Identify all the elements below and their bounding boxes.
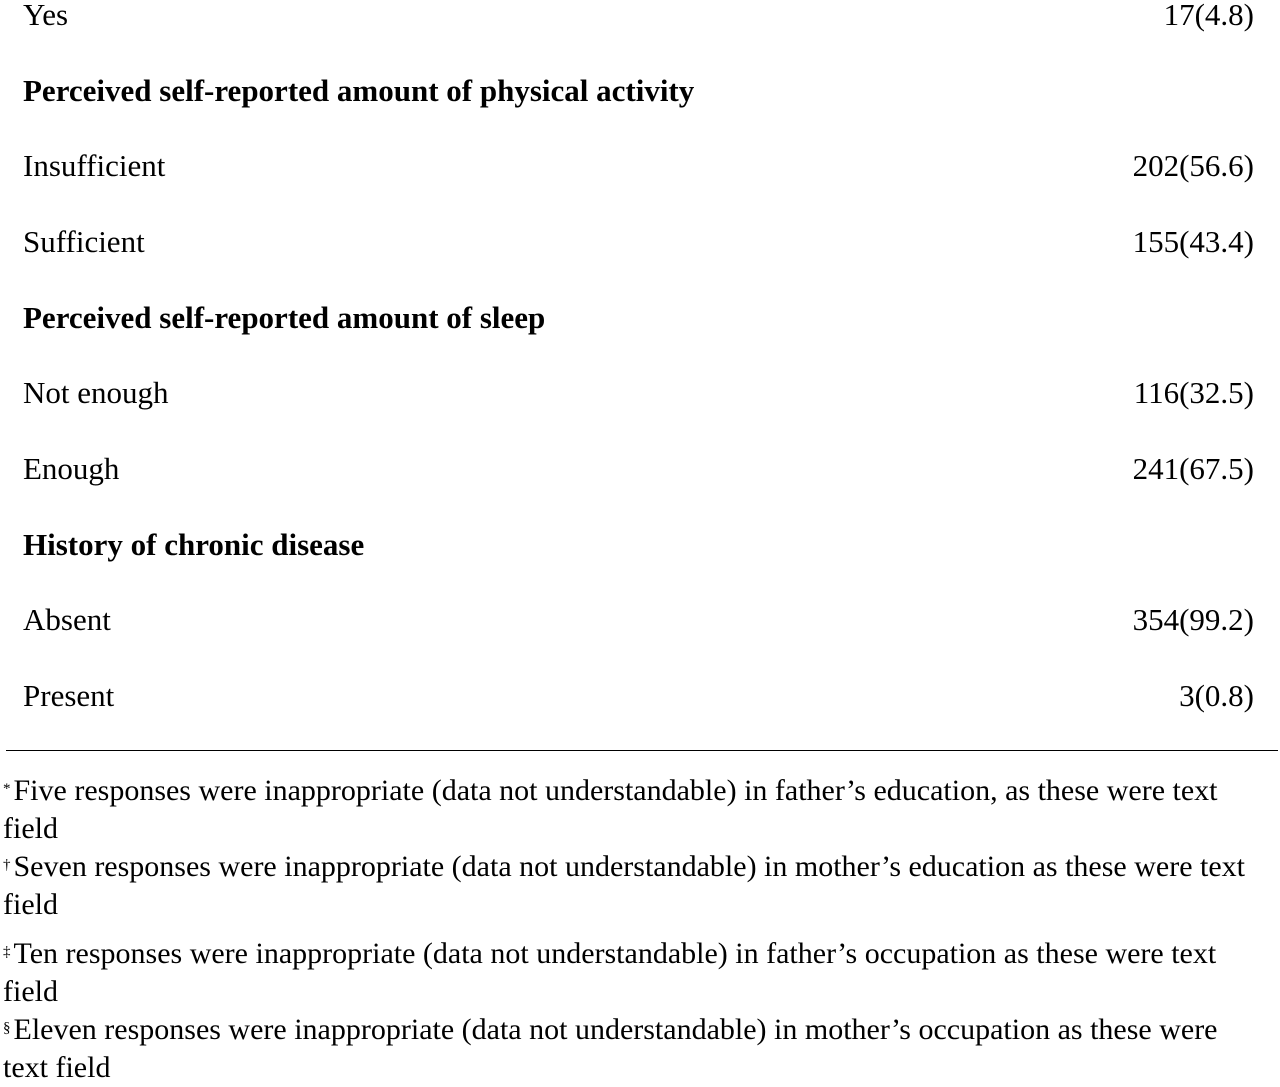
footnote-mark: ‡ — [3, 944, 11, 960]
footnote-mark: * — [3, 781, 11, 797]
section-header-sleep — [23, 298, 1254, 338]
table-row — [23, 600, 1254, 640]
section-title: History of chronic disease — [23, 527, 365, 562]
footnote-mother-education — [3, 848, 1268, 924]
row-label: Present — [23, 678, 115, 713]
footnote-text: Eleven responses were inappropriate (data not understandable) in mother’s occupation as these were text field — [3, 1013, 1218, 1084]
footnote-father-occupation — [3, 935, 1268, 1011]
table-row — [23, 222, 1254, 262]
row-value: 116(32.5) — [1133, 375, 1254, 410]
footnote-text: Seven responses were inappropriate (data not understandable) in mother’s education as these were text field — [3, 850, 1246, 921]
footnote-mark: † — [3, 857, 11, 873]
section-title: Perceived self-reported amount of physical activity — [23, 73, 695, 108]
section-header-physical-activity — [23, 71, 1254, 111]
table-row — [23, 676, 1254, 716]
table-row — [23, 0, 1254, 35]
footnote-mark: § — [3, 1020, 11, 1036]
section-title: Perceived self-reported amount of sleep — [23, 300, 546, 335]
row-value: 241(67.5) — [1132, 451, 1254, 486]
row-label: Not enough — [23, 375, 169, 410]
row-value: 17(4.8) — [1163, 0, 1254, 32]
row-value: 3(0.8) — [1179, 678, 1254, 713]
footnote-mother-occupation — [3, 1011, 1268, 1087]
footnote-father-education — [3, 772, 1268, 848]
row-value: 202(56.6) — [1132, 148, 1254, 183]
row-label: Insufficient — [23, 148, 166, 183]
row-label: Enough — [23, 451, 120, 486]
row-value: 155(43.4) — [1132, 224, 1254, 259]
table-bottom-rule — [6, 750, 1278, 751]
footnote-text: Ten responses were inappropriate (data not understandable) in father’s occupation as these were text field — [3, 937, 1217, 1008]
footnote-text: Five responses were inappropriate (data not understandable) in father’s education, as these were text field — [3, 774, 1218, 845]
row-label: Absent — [23, 602, 111, 637]
section-header-chronic-disease — [23, 525, 1254, 565]
table-row — [23, 373, 1254, 413]
row-value: 354(99.2) — [1132, 602, 1254, 637]
table-row — [23, 449, 1254, 489]
row-label: Sufficient — [23, 224, 145, 259]
table-row — [23, 146, 1254, 186]
row-label: Yes — [23, 0, 69, 32]
